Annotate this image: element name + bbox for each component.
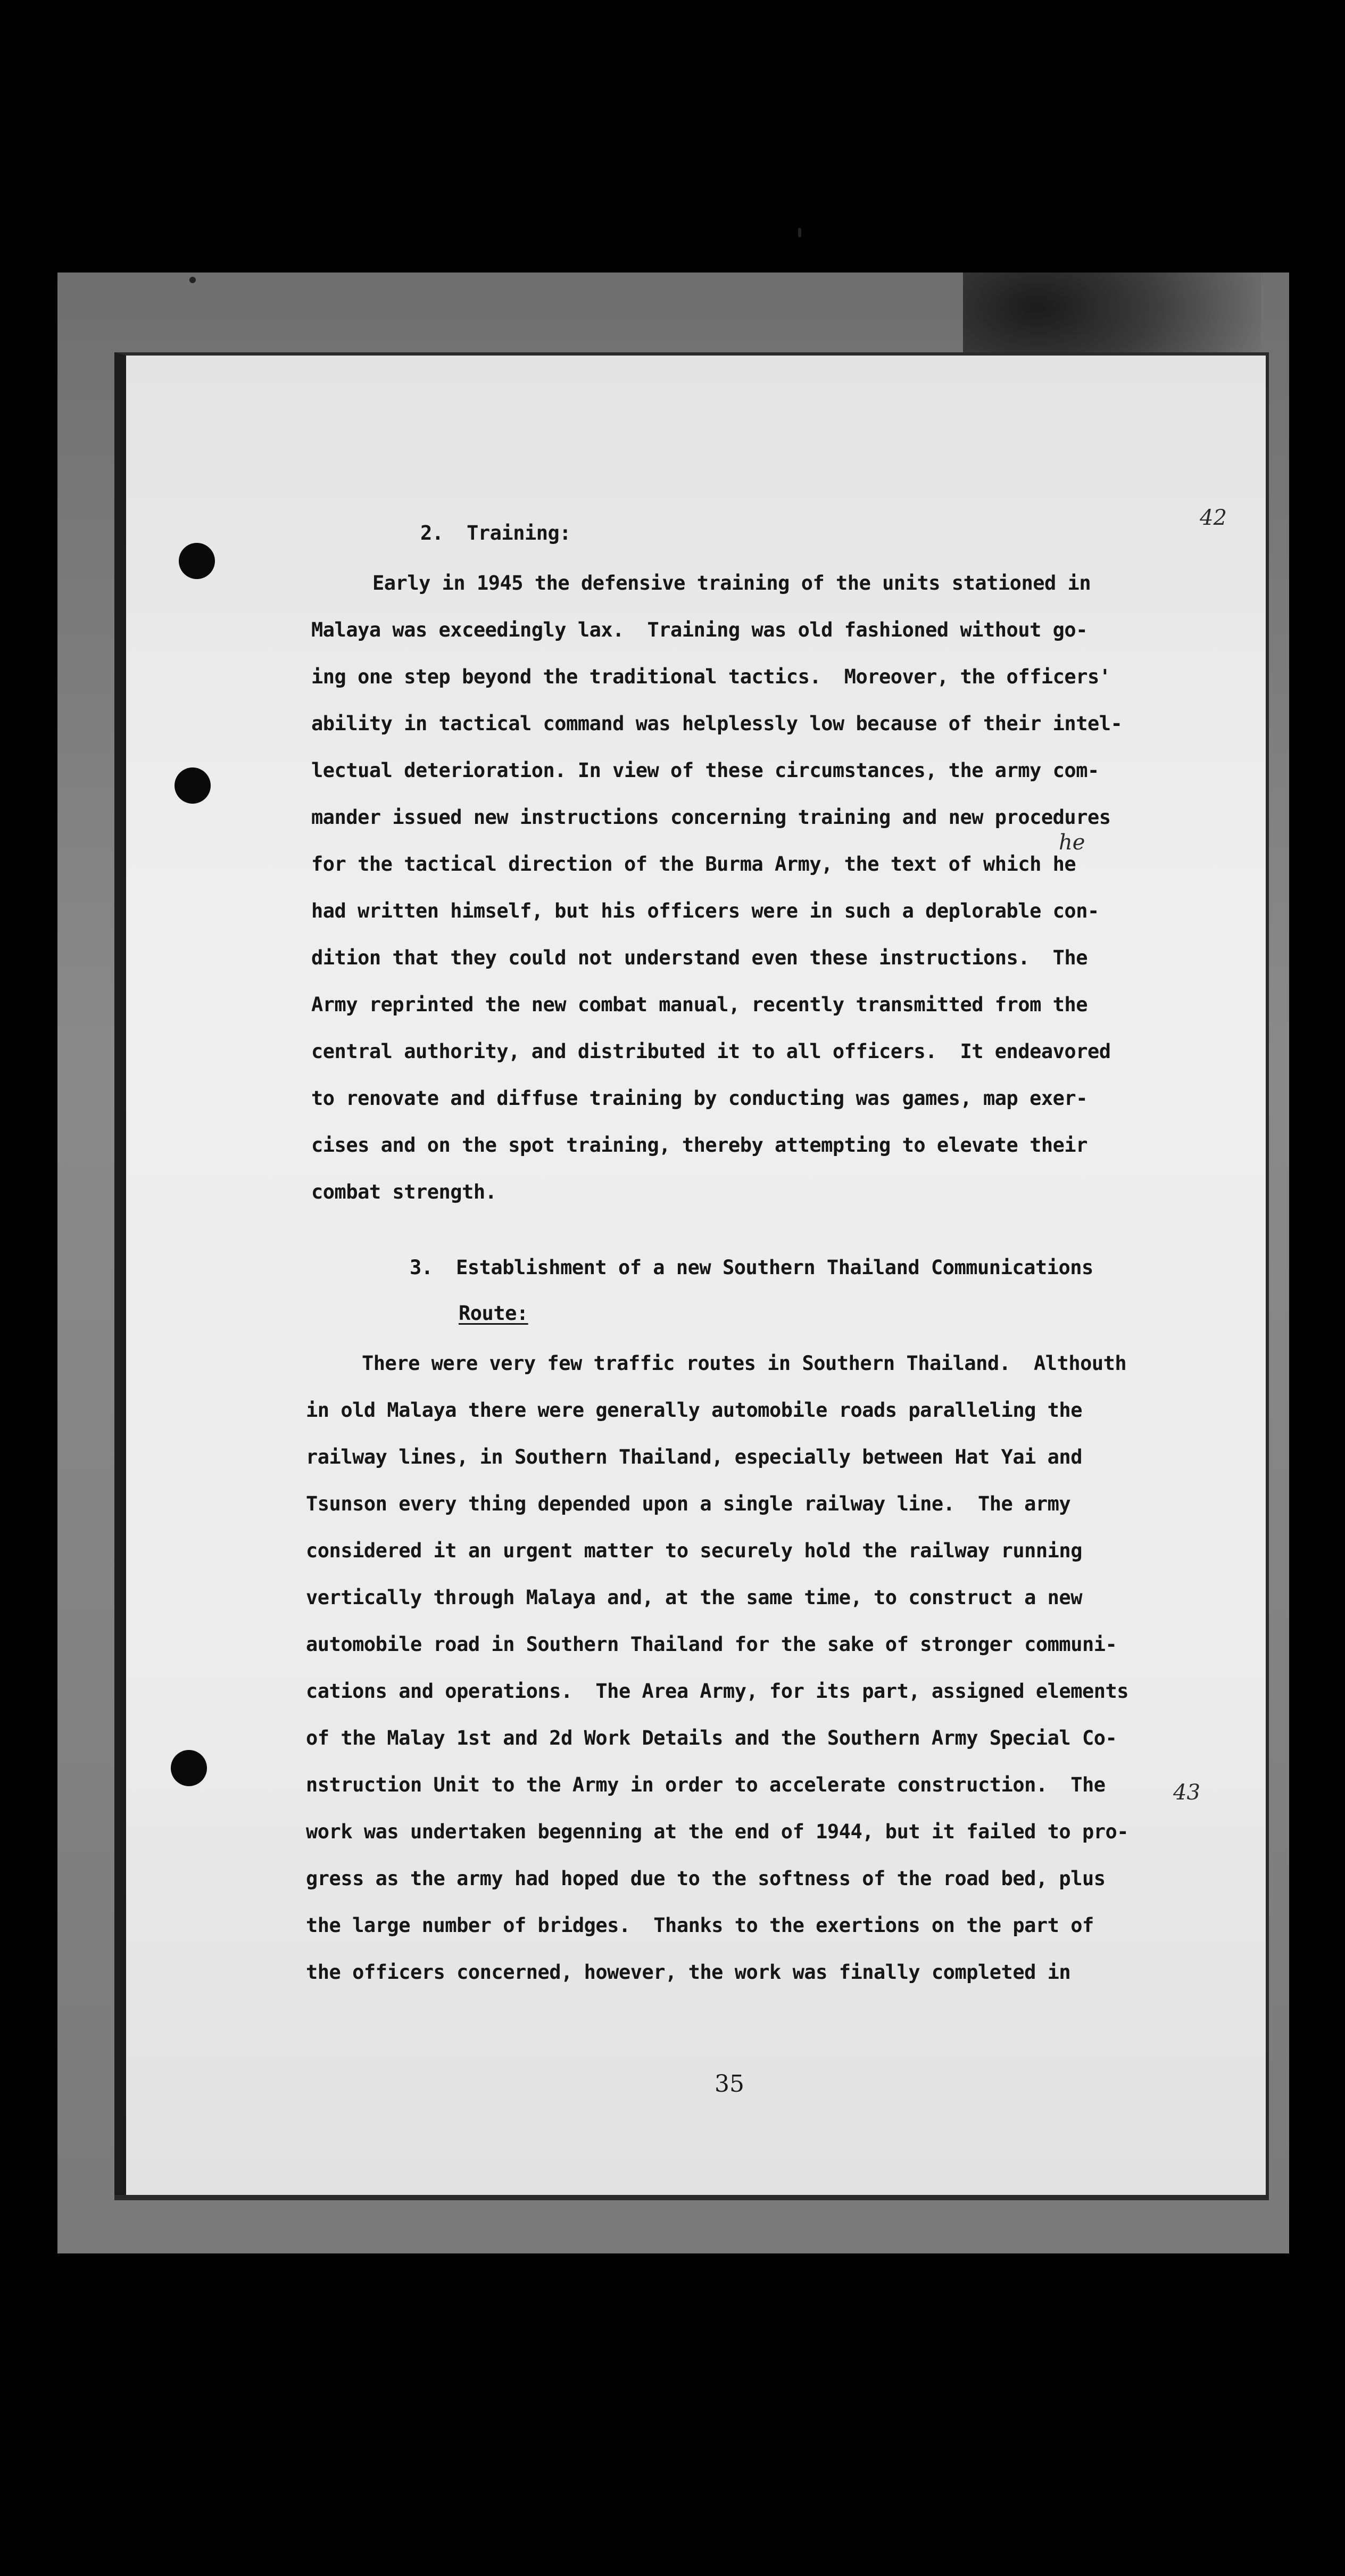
section-heading: 3. Establishment of a new Southern Thailand Communications bbox=[410, 1256, 1093, 1279]
paragraph-line: Tsunson every thing depended upon a single railway line. The army bbox=[306, 1492, 1071, 1515]
paragraph-line: cises and on the spot training, thereby attempting to elevate their bbox=[311, 1134, 1087, 1157]
section-heading-continued: Route: bbox=[459, 1302, 528, 1325]
paragraph-line: nstruction Unit to the Army in order to accelerate construction. The bbox=[306, 1773, 1106, 1796]
handwritten-margin-number-top: 42 bbox=[1200, 506, 1227, 530]
paragraph-line: considered it an urgent matter to securely hold the railway running bbox=[306, 1539, 1082, 1562]
handwritten-margin-number-right: 43 bbox=[1173, 1780, 1200, 1805]
paragraph-line: Malaya was exceedingly lax. Training was old fashioned without go- bbox=[311, 618, 1087, 641]
handwritten-insertion-he: he bbox=[1059, 830, 1085, 855]
paragraph-line: had written himself, but his officers were in such a deplorable con- bbox=[311, 899, 1099, 922]
paragraph-line: ability in tactical command was helplessly low because of their intel- bbox=[311, 712, 1123, 735]
page-number: 35 bbox=[715, 2070, 744, 2098]
paragraph-line: dition that they could not understand even these instructions. The bbox=[311, 946, 1087, 969]
paragraph-line: automobile road in Southern Thailand for the sake of stronger communi- bbox=[306, 1633, 1117, 1656]
paragraph-line: ing one step beyond the traditional tactics. Moreover, the officers' bbox=[311, 665, 1111, 688]
scan-speck bbox=[189, 277, 196, 283]
paragraph-line: the officers concerned, however, the work was finally completed in bbox=[306, 1961, 1071, 1984]
paragraph-line: There were very few traffic routes in Southern Thailand. Althouth bbox=[362, 1352, 1127, 1375]
paragraph-line: central authority, and distributed it to all officers. It endeavored bbox=[311, 1040, 1111, 1063]
paragraph-line: work was undertaken begenning at the end of 1944, but it failed to pro- bbox=[306, 1820, 1129, 1843]
paragraph-line: in old Malaya there were generally automobile roads paralleling the bbox=[306, 1399, 1082, 1422]
section-heading: 2. Training: bbox=[420, 522, 571, 544]
punch-hole-top bbox=[179, 543, 215, 579]
punch-hole-middle bbox=[175, 767, 211, 804]
paragraph-line: railway lines, in Southern Thailand, especially between Hat Yai and bbox=[306, 1446, 1082, 1468]
paragraph-line: lectual deterioration. In view of these circumstances, the army com- bbox=[311, 759, 1099, 782]
paragraph-line: to renovate and diffuse training by conducting was games, map exer- bbox=[311, 1087, 1087, 1110]
paragraph-line: cations and operations. The Area Army, for its part, assigned elements bbox=[306, 1680, 1129, 1703]
paragraph-line: Army reprinted the new combat manual, recently transmitted from the bbox=[311, 993, 1087, 1016]
punch-hole-bottom bbox=[171, 1750, 207, 1786]
paragraph-line: combat strength. bbox=[311, 1180, 497, 1203]
paragraph-line: for the tactical direction of the Burma Army, the text of which he bbox=[311, 853, 1076, 876]
scan-speck bbox=[798, 228, 801, 237]
page-bottom-edge bbox=[114, 2195, 1269, 2200]
paragraph-line: gress as the army had hoped due to the softness of the road bed, plus bbox=[306, 1867, 1106, 1890]
paragraph-line: vertically through Malaya and, at the same time, to construct a new bbox=[306, 1586, 1082, 1609]
paragraph-line: of the Malay 1st and 2d Work Details and the Southern Army Special Co- bbox=[306, 1727, 1117, 1749]
paragraph-line: mander issued new instructions concerning training and new procedures bbox=[311, 806, 1111, 829]
paragraph-line: Early in 1945 the defensive training of the units stationed in bbox=[372, 572, 1091, 595]
paragraph-line: the large number of bridges. Thanks to the exertions on the part of bbox=[306, 1914, 1094, 1937]
